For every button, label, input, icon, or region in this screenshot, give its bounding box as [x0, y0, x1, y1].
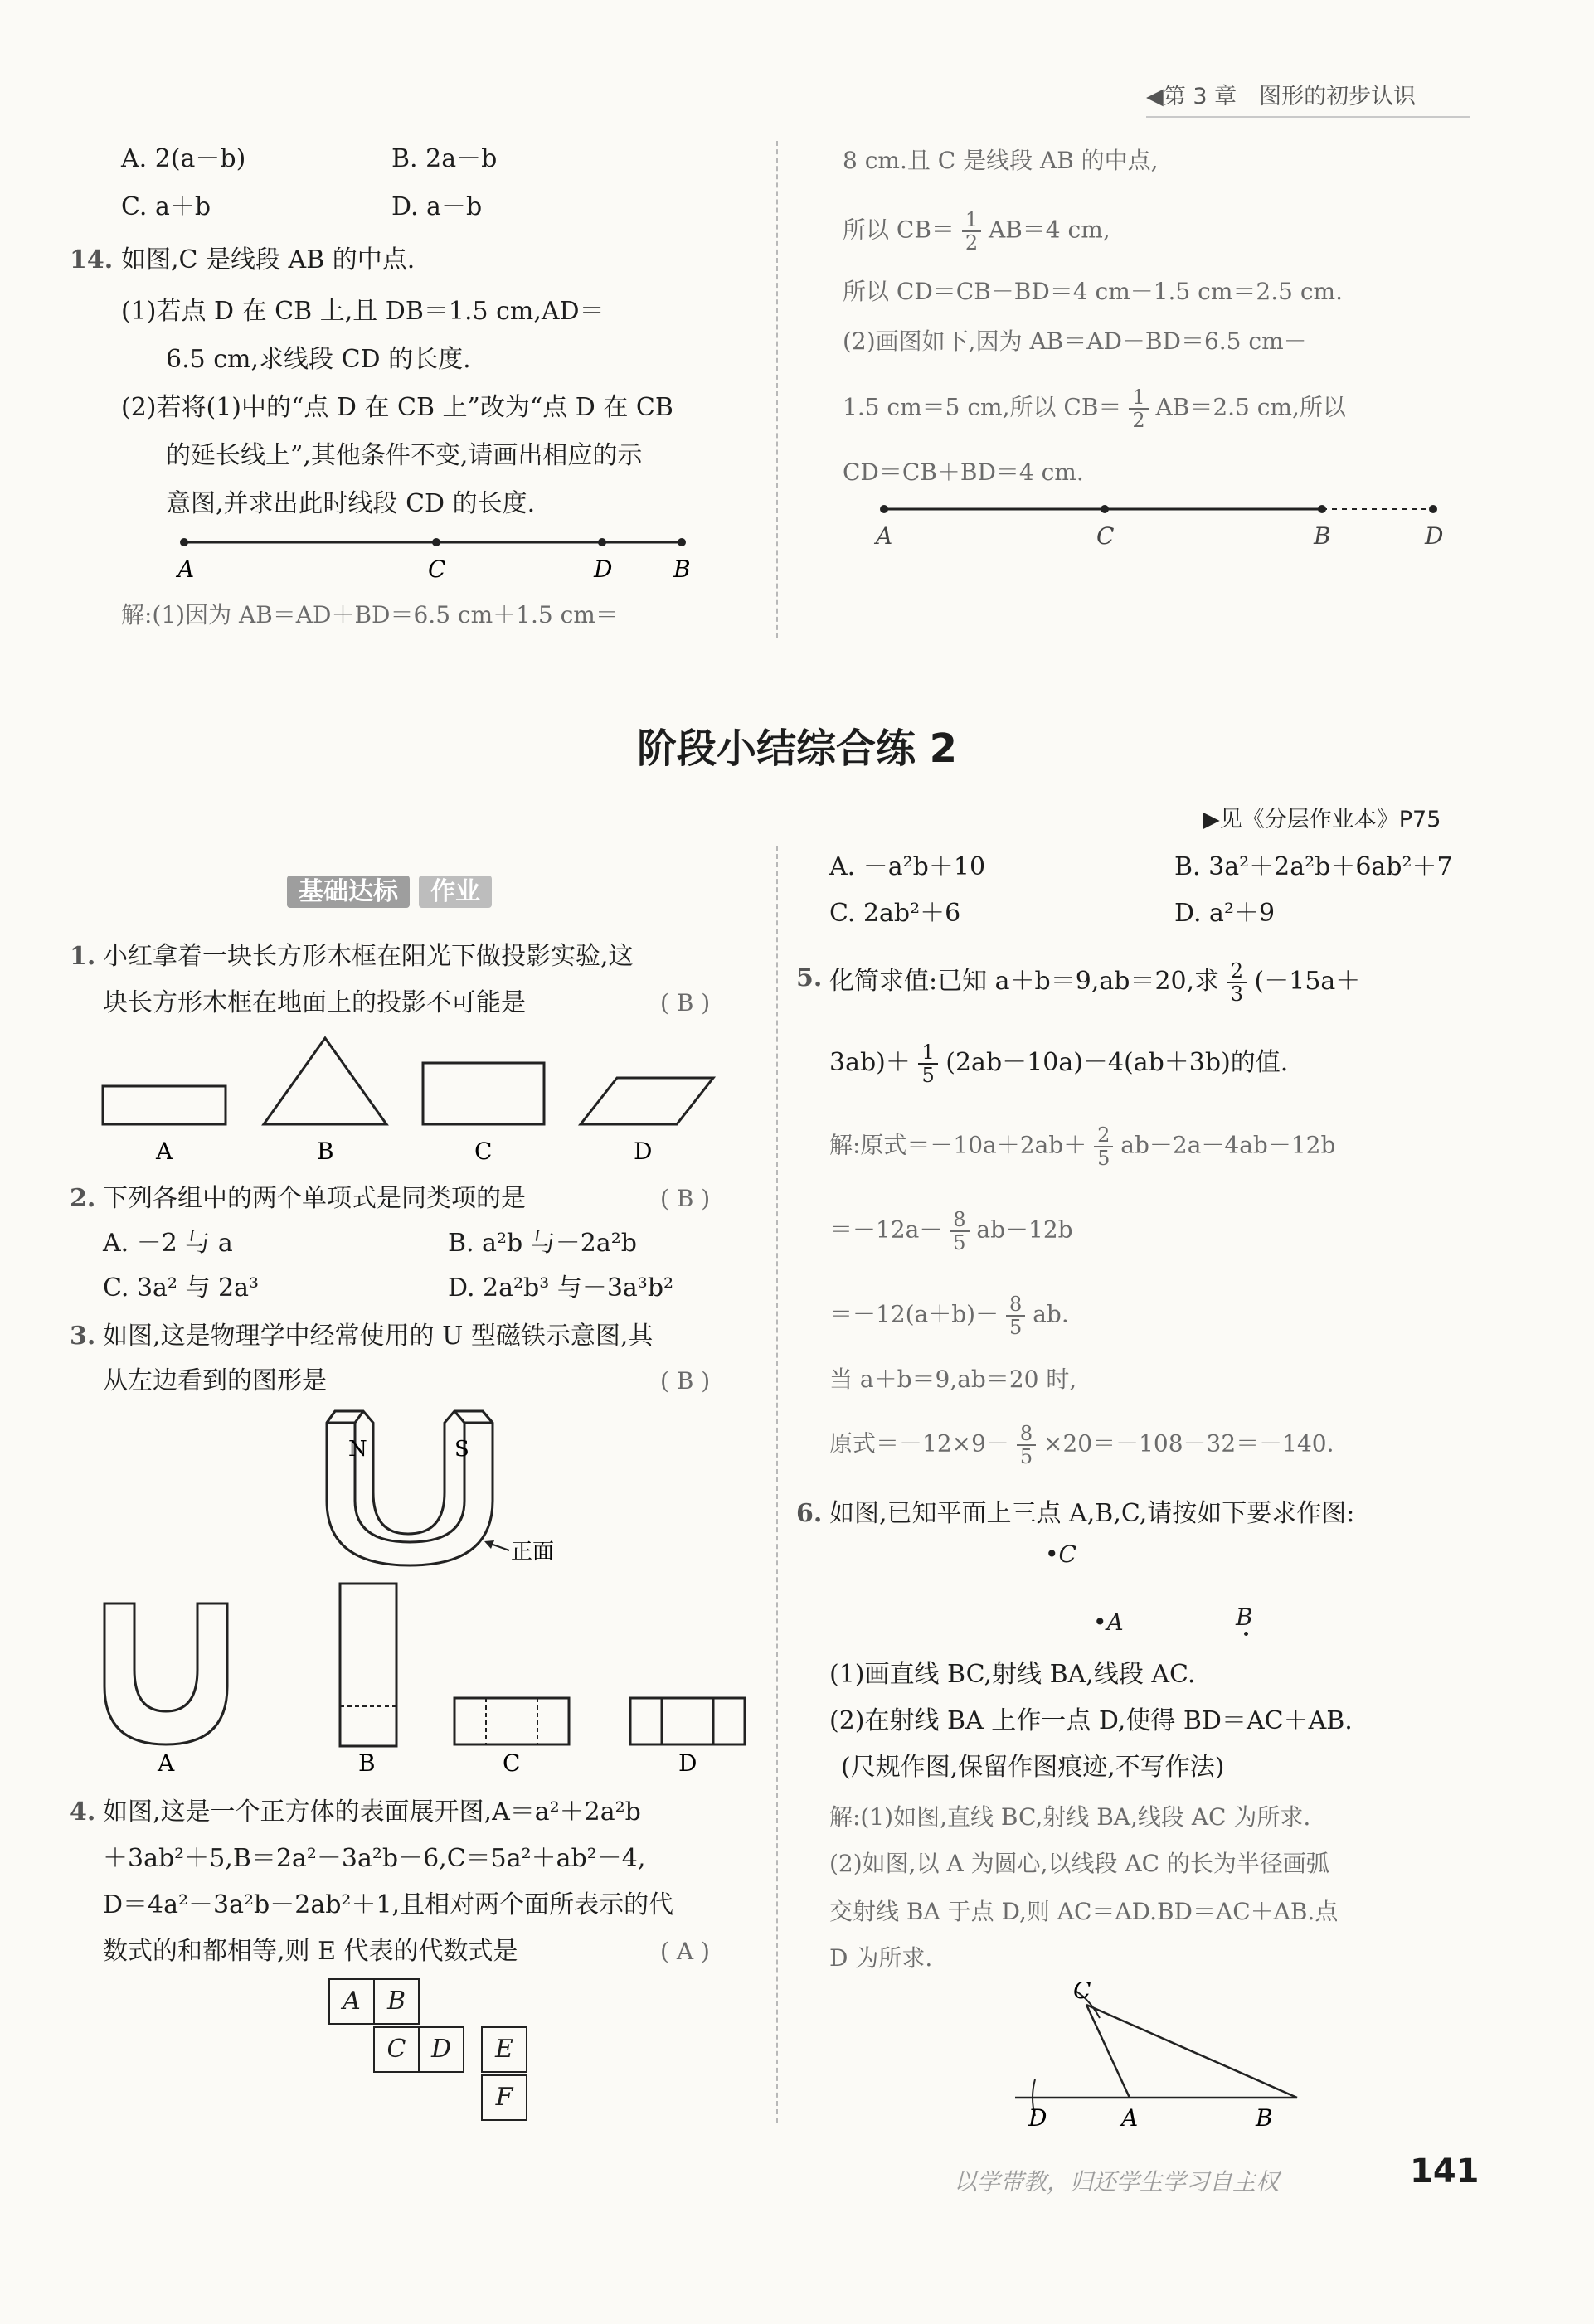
homework-reference: ▶见《分层作业本》P75 [1203, 807, 1441, 832]
q2-stem: 下列各组中的两个单项式是同类项的是 [103, 1184, 526, 1213]
frac-num: 1 [962, 209, 981, 232]
q5-solution-line5 [829, 1423, 1334, 1468]
edge [355, 1411, 363, 1423]
label-d: D [1425, 522, 1444, 550]
frac-den: 5 [1019, 1445, 1033, 1468]
text: AB＝4 cm, [989, 216, 1110, 244]
point-a [880, 505, 888, 513]
q14-part2-line2: 的延长线上”,其他条件不变,请画出相应的示 [166, 441, 643, 470]
q14-segment-figure [166, 531, 697, 589]
q1-answer: ( B ) [660, 989, 711, 1016]
badge-homework: 作业 [419, 876, 492, 908]
label-b: B [673, 556, 691, 583]
label-c: C [474, 1138, 493, 1165]
frac-num: 2 [1094, 1124, 1113, 1147]
q2-answer: ( B ) [660, 1185, 711, 1212]
q14-part2-line1: (2)若将(1)中的“点 D 在 CB 上”改为“点 D 在 CB [121, 393, 673, 422]
edge [454, 1411, 464, 1423]
text: 化简求值:已知 a＋b＝9,ab＝20,求 [829, 967, 1220, 996]
q5-solution-line2 [829, 1209, 1073, 1254]
frac-den: 2 [1132, 409, 1145, 432]
q1-stem-line1: 小红拿着一块长方形木框在阳光下做投影实验,这 [103, 942, 634, 971]
q14-part1-line1: (1)若点 D 在 CB 上,且 DB＝1.5 cm,AD＝ [121, 297, 605, 326]
point-c [1101, 505, 1109, 513]
q6-construction-figure [1004, 1982, 1319, 2131]
text: ＝－12a－ [829, 1215, 943, 1244]
fraction-half [962, 209, 981, 254]
label-c: C [1096, 522, 1115, 550]
cube-net [328, 1978, 527, 2128]
q14-part2-line3: 意图,并求出此时线段 CD 的长度. [166, 489, 536, 518]
option-c-rectangle [423, 1063, 544, 1124]
option-d-parallelogram [581, 1078, 713, 1124]
frac-num: 1 [918, 1041, 937, 1065]
frac-den: 3 [1230, 982, 1243, 1006]
text: ab－2a－4ab－12b [1120, 1131, 1336, 1159]
text: ×20＝－108－32＝－140. [1043, 1429, 1334, 1458]
point-a [180, 538, 188, 546]
q6-part2: (2)在射线 BA 上作一点 D,使得 BD＝AC＋AB. [829, 1706, 1353, 1735]
q14-stem: 如图,C 是线段 AB 的中点. [121, 245, 416, 274]
text: 解:原式＝－10a＋2ab＋ [829, 1131, 1087, 1159]
face-c: C [373, 2026, 420, 2073]
label-b: B [358, 1749, 376, 1777]
q6-solution-line2: (2)如图,以 A 为圆心,以线段 AC 的长为半径画弧 [829, 1850, 1329, 1877]
text: 3ab)＋ [829, 1048, 911, 1077]
frac-num: 1 [1129, 386, 1148, 410]
q4-option-b: B. 3a²＋2a²b＋6ab²＋7 [1174, 852, 1453, 881]
option-a-rectangle [103, 1086, 226, 1124]
q5-solution-line1 [829, 1124, 1335, 1169]
option-a-u-shape [104, 1604, 227, 1744]
basic-badge [287, 871, 492, 907]
q6-solution-line1: 解:(1)如图,直线 BC,射线 BA,线段 AC 为所求. [829, 1803, 1311, 1831]
segment-ac [1086, 2005, 1130, 2098]
q4-number: 4. [70, 1798, 96, 1827]
q14-sol-line2 [843, 209, 1110, 254]
label-a: A [158, 1749, 175, 1777]
text: AB＝2.5 cm,所以 [1155, 393, 1346, 421]
q14-sol-line5 [843, 386, 1346, 431]
frac-den: 5 [1097, 1147, 1110, 1170]
point-b-label: B [1236, 1604, 1253, 1631]
q4-stem-line4: 数式的和都相等,则 E 代表的代数式是 [103, 1937, 518, 1966]
q13-option-b: B. 2a－b [391, 144, 498, 173]
q5-number: 5. [796, 963, 823, 992]
q4-stem-line3: D＝4a²－3a²b－2ab²＋1,且相对两个面所表示的代 [103, 1890, 674, 1919]
q2-option-c: C. 3a² 与 2a³ [103, 1274, 260, 1303]
label-d: D [678, 1749, 697, 1777]
text: (－15a＋ [1254, 967, 1361, 996]
frac-den: 5 [1009, 1316, 1023, 1339]
q14-number: 14. [70, 245, 114, 274]
q14-answer-figure [863, 497, 1493, 556]
label-c: C [1073, 1982, 1091, 2004]
q3-options-figure [100, 1579, 755, 1778]
label-a: A [876, 522, 893, 550]
q2-option-d: D. 2a²b³ 与－3a³b² [448, 1274, 674, 1303]
frac-num: 8 [1017, 1423, 1036, 1446]
q5-solution-line3 [829, 1293, 1069, 1338]
q14-sol-line1: 8 cm.且 C 是线段 AB 的中点, [843, 147, 1159, 174]
label-d: D [634, 1138, 653, 1165]
q14-solution-start: 解:(1)因为 AB＝AD＋BD＝6.5 cm＋1.5 cm＝ [121, 601, 619, 628]
text: 原式＝－12×9－ [829, 1429, 1009, 1458]
text: (2ab－10a)－4(ab＋3b)的值. [945, 1048, 1289, 1077]
u-magnet-figure [315, 1409, 564, 1575]
point-c [432, 538, 440, 546]
front-label: 正面 [511, 1540, 555, 1565]
q13-option-c: C. a＋b [121, 192, 211, 221]
north-pole-label: N [348, 1437, 367, 1462]
frac-den: 2 [965, 231, 979, 255]
q6-part1: (1)画直线 BC,射线 BA,线段 AC. [829, 1660, 1196, 1689]
q1-number: 1. [70, 942, 96, 971]
q6-solution-line4: D 为所求. [829, 1944, 933, 1972]
q14-part1-line2: 6.5 cm,求线段 CD 的长度. [166, 345, 471, 374]
frac-den: 5 [921, 1064, 935, 1087]
frac-num: 8 [950, 1209, 969, 1232]
label-b: B [1314, 522, 1331, 550]
fraction-eight-fifths [1017, 1423, 1036, 1468]
text: 所以 CB＝ [843, 216, 955, 244]
q4-option-a: A. －a²b＋10 [829, 852, 986, 881]
q3-stem-line2: 从左边看到的图形是 [103, 1366, 327, 1395]
frac-num: 2 [1227, 960, 1247, 983]
q3-stem-line1: 如图,这是物理学中经常使用的 U 型磁铁示意图,其 [103, 1322, 654, 1351]
line-bc [1086, 2005, 1297, 2098]
point-d [1429, 505, 1437, 513]
q6-number: 6. [796, 1499, 823, 1528]
q13-option-d: D. a－b [391, 192, 483, 221]
page-number: 141 [1410, 2152, 1480, 2191]
face-e: E [481, 2026, 527, 2073]
label-a: A [156, 1138, 173, 1165]
text: ab. [1033, 1300, 1069, 1328]
fraction-two-fifths [1094, 1124, 1113, 1169]
edge [327, 1411, 335, 1423]
q1-stem-line2: 块长方形木框在地面上的投影不可能是 [103, 988, 526, 1017]
fraction-eight-fifths [1006, 1293, 1025, 1338]
label-c: C [503, 1749, 521, 1777]
chapter-header: ◀第 3 章 图形的初步认识 [1146, 84, 1417, 109]
point-b [1318, 505, 1326, 513]
footer-slogan: 以学带教，归还学生学习自主权 [954, 2168, 1280, 2195]
text: 1.5 cm＝5 cm,所以 CB＝ [843, 393, 1122, 421]
q4-option-d: D. a²＋9 [1174, 899, 1276, 928]
q4-stem-line1: 如图,这是一个正方体的表面展开图,A＝a²＋2a²b [103, 1798, 641, 1827]
q3-number: 3. [70, 1322, 96, 1351]
face-b: B [373, 1978, 420, 2025]
fraction-half [1129, 386, 1148, 431]
label-b: B [1256, 2104, 1273, 2131]
south-pole-label: S [454, 1437, 469, 1462]
point-b-dot [1244, 1632, 1248, 1636]
label-c: C [428, 556, 446, 583]
fraction-eight-fifths [950, 1209, 969, 1254]
q14-sol-line6: CD＝CB＋BD＝4 cm. [843, 458, 1084, 486]
q6-part3: (尺规作图,保留作图痕迹,不写作法) [841, 1753, 1225, 1782]
q4-stem-line2: ＋3ab²＋5,B＝2a²－3a²b－6,C＝5a²＋ab²－4, [103, 1844, 646, 1873]
top-column-divider [776, 141, 778, 638]
fraction-two-thirds [1227, 960, 1247, 1005]
q4-answer: ( A ) [660, 1938, 710, 1965]
q6-solution-line3: 交射线 BA 于点 D,则 AC＝AD.BD＝AC＋AB.点 [829, 1898, 1339, 1925]
label-a: A [1121, 2104, 1139, 2131]
q1-options-figure [100, 1035, 755, 1167]
face-a: A [328, 1978, 375, 2025]
q6-stem: 如图,已知平面上三点 A,B,C,请按如下要求作图: [829, 1499, 1355, 1528]
section-title: 阶段小结综合练 2 [636, 725, 958, 772]
option-b-triangle [264, 1038, 386, 1124]
text: ＝－12(a＋b)－ [829, 1300, 999, 1328]
header-rule [1146, 116, 1470, 118]
option-d-rect [630, 1698, 745, 1744]
q2-option-b: B. a²b 与－2a²b [448, 1229, 637, 1258]
fraction-one-fifth [918, 1041, 937, 1086]
option-b-tall-rect [340, 1584, 396, 1746]
point-d [598, 538, 606, 546]
point-b [678, 538, 686, 546]
option-c-rect [454, 1698, 569, 1744]
label-d: D [594, 556, 613, 583]
q13-option-a: A. 2(a－b) [121, 144, 246, 173]
q2-number: 2. [70, 1184, 96, 1213]
frac-num: 8 [1006, 1293, 1025, 1317]
q3-answer: ( B ) [660, 1367, 711, 1395]
q5-solution-line4: 当 a＋b＝9,ab＝20 时, [829, 1366, 1077, 1393]
label-d: D [1028, 2104, 1047, 2131]
main-column-divider [776, 846, 778, 2123]
label-b: B [317, 1138, 334, 1165]
q4-option-c: C. 2ab²＋6 [829, 899, 961, 928]
q2-option-a: A. －2 与 a [103, 1229, 233, 1258]
face-d: D [418, 2026, 464, 2073]
text: ab－12b [976, 1215, 1073, 1244]
label-a: A [177, 556, 195, 583]
point-c-label: •C [1045, 1540, 1076, 1568]
edge [483, 1411, 493, 1423]
q14-sol-line3: 所以 CD＝CB－BD＝4 cm－1.5 cm＝2.5 cm. [843, 278, 1343, 305]
frac-den: 5 [953, 1231, 966, 1254]
q5-stem-line1 [829, 960, 1360, 1005]
face-f: F [481, 2074, 527, 2121]
q14-sol-line4: (2)画图如下,因为 AB＝AD－BD＝6.5 cm－ [843, 327, 1307, 355]
badge-basic: 基础达标 [287, 876, 410, 908]
point-a-label: •A [1093, 1608, 1124, 1636]
q5-stem-line2 [829, 1041, 1288, 1086]
